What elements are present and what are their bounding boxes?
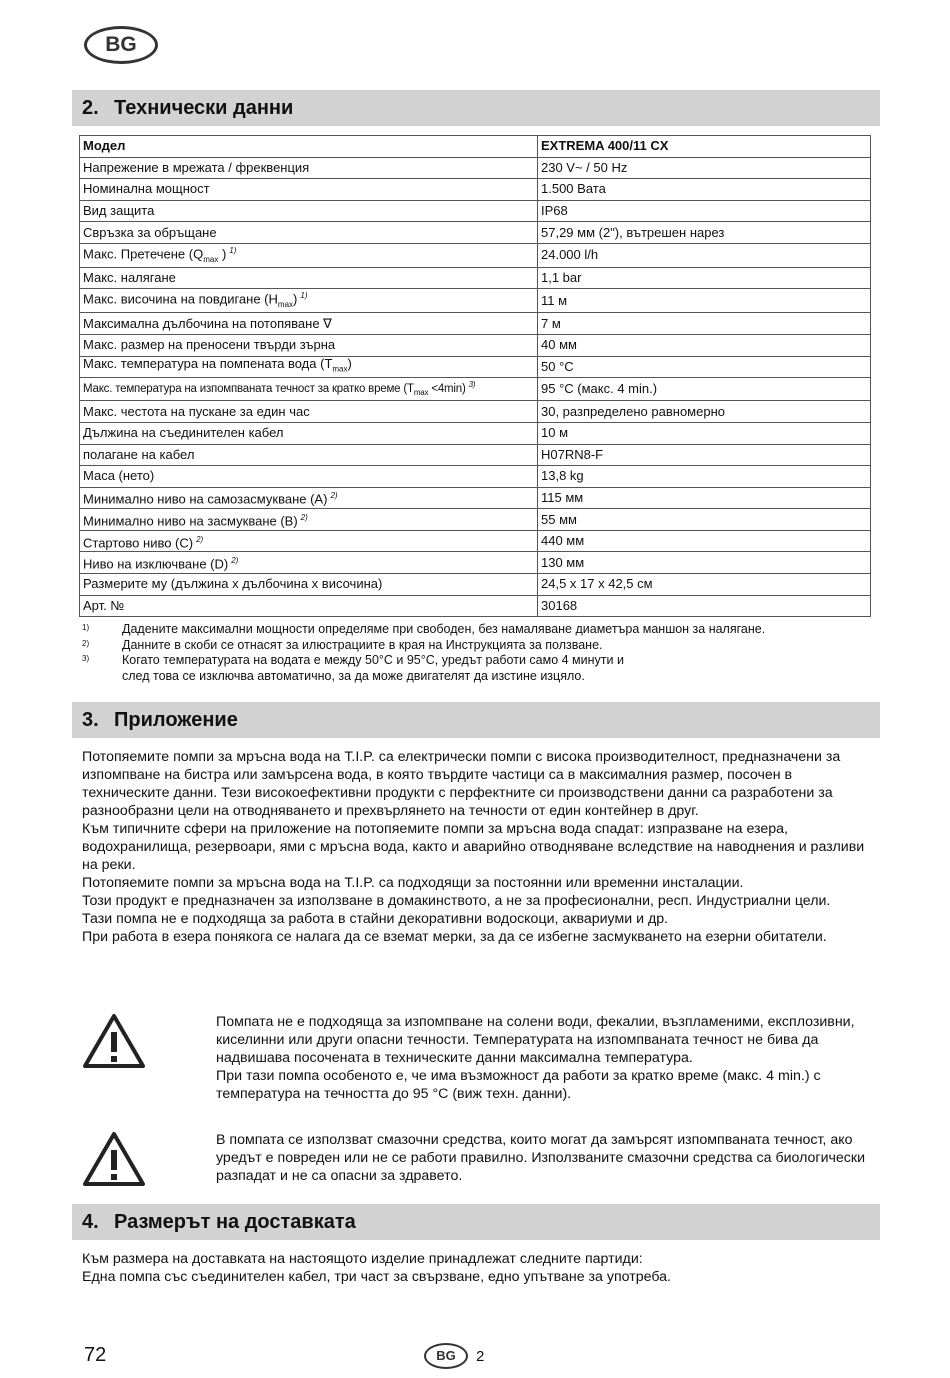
table-row [80, 378, 871, 401]
application-text [82, 748, 872, 946]
footnote-reference: 2) [300, 512, 308, 522]
warning-triangle-icon [82, 1131, 146, 1187]
footnote [82, 638, 872, 654]
spec-label-text: Ниво на изключване (D) [83, 556, 229, 572]
paragraph: Този продукт е предназначен за използване в домакинството, а не за професионални, респ. Индустриални цели. [82, 893, 831, 909]
table-row [80, 313, 871, 335]
spec-label [80, 466, 538, 488]
spec-value: 30, разпределено равномерно [538, 401, 871, 423]
spec-value: H07RN8-F [538, 444, 871, 466]
spec-label-text: Минимално ниво на самозасмукване (А) [83, 491, 328, 507]
spec-label [80, 157, 538, 179]
spec-value: 10 м [538, 422, 871, 444]
spec-label [80, 574, 538, 596]
spec-value: 11 м [538, 289, 871, 313]
table-row [80, 466, 871, 488]
language-badge: BG [84, 26, 158, 64]
warning-triangle-icon [82, 1013, 146, 1069]
spec-label-text: Размерите му (дължина x дълбочина x височина) [83, 576, 383, 592]
spec-label-text: Макс. Претечене (Q [83, 246, 204, 262]
footer-language-badge: BG [424, 1343, 468, 1369]
spec-label-subscript: max [413, 388, 429, 398]
footnote-mark: 1) [82, 623, 90, 632]
spec-value: 7 м [538, 313, 871, 335]
spec-value: 130 мм [538, 552, 871, 574]
spec-label-text: Дължина на съединителен кабел [83, 425, 284, 441]
footnote-reference: 3) [468, 380, 476, 390]
table-row [80, 595, 871, 617]
spec-label: Модел [80, 136, 538, 158]
spec-value: 30168 [538, 595, 871, 617]
table-row [80, 335, 871, 357]
spec-label [80, 378, 538, 401]
spec-value: 13,8 kg [538, 466, 871, 488]
table-row [80, 243, 871, 267]
spec-label-text: Напрежение в мрежата / фреквенция [83, 159, 310, 175]
spec-label-text: Маса (нето) [83, 468, 155, 484]
spec-value: 57,29 мм (2"), вътрешен нарез [538, 222, 871, 244]
table-row [80, 444, 871, 466]
page-number: 72 [84, 1344, 107, 1366]
spec-value: 1,1 bar [538, 267, 871, 289]
section-header-technical-data [72, 90, 880, 126]
section-number: 2. [82, 97, 99, 119]
section-header-delivery [72, 1204, 880, 1240]
table-row [80, 157, 871, 179]
footnote-text: Когато температурата на водата е между 50°C и 95°C, уредът работи само 4 минути и [122, 653, 624, 667]
spec-label [80, 422, 538, 444]
paragraph: В помпата се използват смазочни средства, които могат да замърсят изпомпваната течност, ако уредът е повреден или не се работи правилно. Използваните смазочни средства са биологически разпадат и не са опасни за здравето. [216, 1132, 866, 1184]
paragraph: Потопяемите помпи за мръсна вода на T.I.P. са подходящи за постоянни или временни инсталации. [82, 875, 744, 891]
paragraph: Към типичните сфери на приложение на потопяемите помпи за мръсна вода спадат: изпразване на езера, водохранилища, резервоари, ями с мръсна вода, както и аварийно отводняване вследствие на наводнения и разливи на реки. [82, 821, 865, 873]
warning-text-1 [216, 1013, 872, 1103]
spec-label [80, 335, 538, 357]
spec-value: 50 °C [538, 356, 871, 378]
spec-label-text: Макс. налягане [83, 270, 176, 286]
section-title: Технически данни [114, 97, 294, 119]
table-row [80, 356, 871, 378]
spec-label-text: Арт. № [83, 597, 125, 613]
table-row [80, 487, 871, 509]
footnote-text: след това се изключва автоматично, за да може двигателят да изстине изцяло. [122, 668, 585, 683]
spec-label-text: полагане на кабел [83, 446, 195, 462]
spec-label-text: Макс. размер на преносени твърди зърна [83, 337, 336, 353]
spec-label [80, 401, 538, 423]
spec-label-subscript: max [203, 254, 219, 264]
specs-table [79, 135, 871, 617]
spec-label [80, 200, 538, 222]
spec-label [80, 222, 538, 244]
spec-label-text-end: ) [218, 246, 227, 262]
spec-label [80, 552, 538, 574]
spec-label-text: Макс. температура на помпената вода (T [83, 356, 333, 372]
spec-value: 1.500 Вата [538, 179, 871, 201]
table-row [80, 401, 871, 423]
spec-value: 115 мм [538, 487, 871, 509]
table-row [80, 422, 871, 444]
footnote-reference: 1) [229, 245, 237, 255]
spec-label-text: Макс. температура на изпомпваната течност за кратко време (T [83, 383, 414, 396]
spec-value: 230 V~ / 50 Hz [538, 157, 871, 179]
footnote [82, 669, 872, 685]
section-title: Размерът на доставката [114, 1211, 356, 1233]
table-row [80, 574, 871, 596]
delivery-text [82, 1250, 872, 1286]
spec-label [80, 444, 538, 466]
spec-label [80, 289, 538, 313]
spec-label [80, 530, 538, 552]
spec-label-text: Максимална дълбочина на потопяване ∇ [83, 315, 332, 331]
footnote-text: Дадените максимални мощности определяме при свободен, без намаляване диаметъра маншон за налягане. [122, 622, 766, 636]
spec-label-text: Вид защита [83, 203, 155, 219]
spec-label [80, 179, 538, 201]
table-row [80, 289, 871, 313]
footnote-mark: 2) [82, 638, 90, 648]
paragraph: Потопяемите помпи за мръсна вода на T.I.P. са електрически помпи с висока производителност, предназначени за изпомпване на бистра или замърсена вода, в която твърдите частици са в максималния размер, посочен в техническите данни. Тези високоефективни продукти с перфектните си производствени данни са разработени за разнообразни цели на отводняването и прехвърлянето на течности от един контейнер в друг. [82, 749, 841, 819]
section-number: 3. [82, 709, 99, 731]
warning-block-2 [82, 1131, 872, 1187]
spec-value: 24,5 x 17 x 42,5 см [538, 574, 871, 596]
footnote-reference: 1) [300, 291, 308, 301]
spec-label-text: Макс. честота на пускане за един час [83, 403, 310, 419]
spec-value: 24.000 l/h [538, 243, 871, 267]
spec-label-text: Номинална мощност [83, 181, 210, 197]
table-row [80, 222, 871, 244]
footnote-reference: 2) [330, 491, 338, 501]
warning-text-2 [216, 1131, 872, 1187]
footnote [82, 653, 872, 669]
section-title: Приложение [114, 709, 238, 731]
footer-logo [424, 1343, 484, 1369]
paragraph: При тази помпа особеното е, че има възможност да работи за кратко време (макс. 4 min.) с температура на течността до 95 °C (виж техн. данни). [216, 1068, 821, 1102]
spec-value: 55 мм [538, 509, 871, 531]
footer-doc-number: 2 [476, 1347, 485, 1365]
paragraph: Към размера на доставката на настоящото изделие принадлежат следните партиди: [82, 1251, 643, 1267]
spec-label-text: Макс. височина на повдигане (H [83, 291, 278, 307]
warning-block-1 [82, 1013, 872, 1103]
footnote-reference: 2) [231, 556, 239, 566]
spec-value: EXTREMA 400/11 CX [538, 136, 871, 158]
footnote-mark: 3) [82, 654, 90, 663]
paragraph: Една помпа със съединителен кабел, три част за свързване, едно упътване за употреба. [82, 1269, 671, 1285]
spec-value: 40 мм [538, 335, 871, 357]
table-header-row [80, 136, 871, 158]
section-header-application [72, 702, 880, 738]
spec-label [80, 313, 538, 335]
table-row [80, 267, 871, 289]
table-row [80, 200, 871, 222]
table-row [80, 509, 871, 531]
spec-label [80, 595, 538, 617]
spec-label-text: Стартово ниво (C) [83, 534, 194, 550]
footnotes [82, 622, 872, 684]
spec-value: 95 °C (макс. 4 min.) [538, 378, 871, 401]
table-row [80, 552, 871, 574]
table-row [80, 179, 871, 201]
spec-label [80, 356, 538, 378]
spec-label-subscript: max [277, 300, 294, 310]
spec-value: IP68 [538, 200, 871, 222]
spec-value: 440 мм [538, 530, 871, 552]
paragraph: При работа в езера понякога се налага да се вземат мерки, за да се избегне засмукването на езерни обитатели. [82, 929, 827, 945]
footnote-mark [82, 669, 122, 685]
spec-label [80, 267, 538, 289]
footnote [82, 622, 872, 638]
spec-label [80, 509, 538, 531]
spec-label-text-end: ) [347, 356, 352, 372]
paragraph: Тази помпа не е подходяща за работа в стайни декоративни водоскоци, аквариуми и др. [82, 911, 669, 927]
footnote-text: Данните в скоби се отнасят за илюстрациите в края на Инструкцията за ползване. [122, 637, 603, 652]
section-number: 4. [82, 1211, 99, 1233]
spec-label [80, 487, 538, 509]
spec-label-text-end: ) [293, 291, 298, 307]
footnote-reference: 2) [196, 534, 204, 544]
spec-label [80, 243, 538, 267]
table-row [80, 530, 871, 552]
spec-label-text: Минимално ниво на засмукване (В) [83, 513, 298, 529]
spec-label-text: Свръзка за обръщане [83, 224, 217, 240]
spec-label-text-end: <4min) [428, 383, 466, 396]
spec-label-subscript: max [332, 364, 348, 374]
paragraph: Помпата не е подходяща за изпомпване на солени води, фекалии, възпламеними, експлозивни, киселинни или други опасни течности. Температурата на изпомпваната течност не бива да надвишава посочената в техническите данни максимална температура. [216, 1014, 855, 1066]
